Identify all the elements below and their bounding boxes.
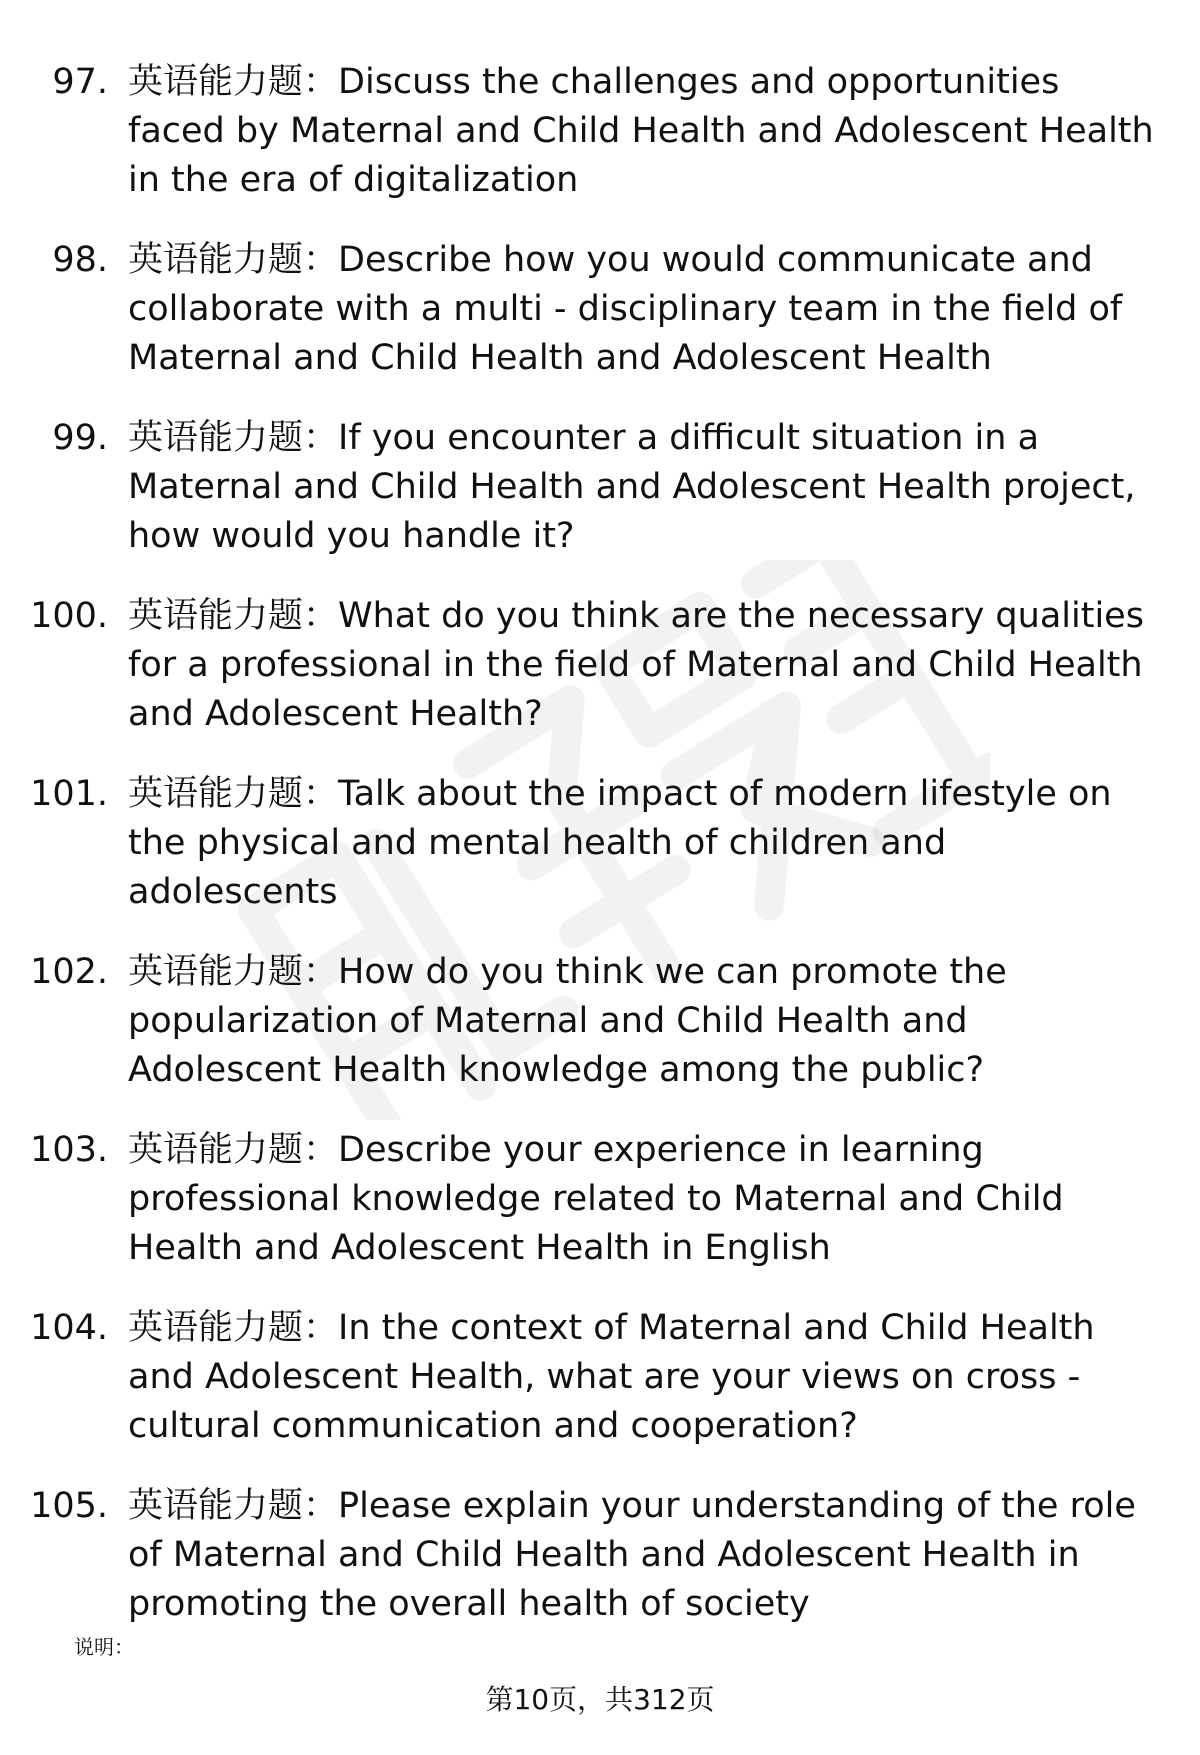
question-number: 102. [30,952,108,992]
question-prefix: 英语能力题： [128,1130,339,1170]
question-text: If you encounter a difficult situation in a Maternal and Child Health and Adolescent Health project, how would you handle it? [128,418,1136,556]
question-text: Talk about the impact of modern lifestyle on the physical and mental health of children and adolescents [128,774,1112,912]
question-item [0,236,1200,383]
question-prefix: 英语能力题： [128,418,339,458]
question-number: 97. [52,62,108,102]
question-prefix: 英语能力题： [128,774,339,814]
question-list [0,58,1200,1660]
question-number: 104. [30,1308,108,1348]
question-body [128,1126,1160,1273]
question-prefix: 英语能力题： [128,596,339,636]
question-body [128,592,1160,739]
question-body [128,770,1160,917]
question-item [0,1126,1200,1273]
question-text: Discuss the challenges and opportunities faced by Maternal and Child Health and Adolescent Health in the era of digitalization [128,62,1154,200]
question-item [0,58,1200,205]
question-item [0,1482,1200,1629]
question-body [128,948,1160,1095]
question-text: How do you think we can promote the popularization of Maternal and Child Health and Adolescent Health knowledge among the public? [128,952,1007,1090]
question-prefix: 英语能力题： [128,1486,339,1526]
question-number: 100. [30,596,108,636]
question-item [0,948,1200,1095]
question-text: What do you think are the necessary qualities for a professional in the field of Maternal and Child Health and Adolescent Health? [128,596,1144,734]
question-number: 99. [52,418,108,458]
question-prefix: 英语能力题： [128,1308,339,1348]
page-number-footer: 第10页，共312页 [485,1683,715,1716]
question-text: Describe your experience in learning professional knowledge related to Maternal and Child Health and Adolescent Health in English [128,1130,1064,1268]
question-item [0,592,1200,739]
question-body [128,236,1160,383]
question-item [0,1304,1200,1451]
question-body [128,1304,1160,1451]
question-body [128,58,1160,205]
question-number: 103. [30,1130,108,1170]
question-prefix: 英语能力题： [128,62,339,102]
question-text: Please explain your understanding of the role of Maternal and Child Health and Adolescent Health in promoting the overall health of society [128,1486,1136,1624]
question-body [128,1482,1160,1629]
question-item [0,414,1200,561]
question-number: 101. [30,774,108,814]
question-text: Describe how you would communicate and collaborate with a multi - disciplinary team in the field of Maternal and Child Health and Adolescent Health [128,240,1123,378]
question-prefix: 英语能力题： [128,952,339,992]
question-body [128,414,1160,561]
question-number: 105. [30,1486,108,1526]
note-label: 说明： [74,1635,134,1659]
question-text: In the context of Maternal and Child Health and Adolescent Health, what are your views on cross - cultural communication and cooperation? [128,1308,1095,1446]
question-item [0,770,1200,917]
question-prefix: 英语能力题： [128,240,339,280]
question-number: 98. [52,240,108,280]
